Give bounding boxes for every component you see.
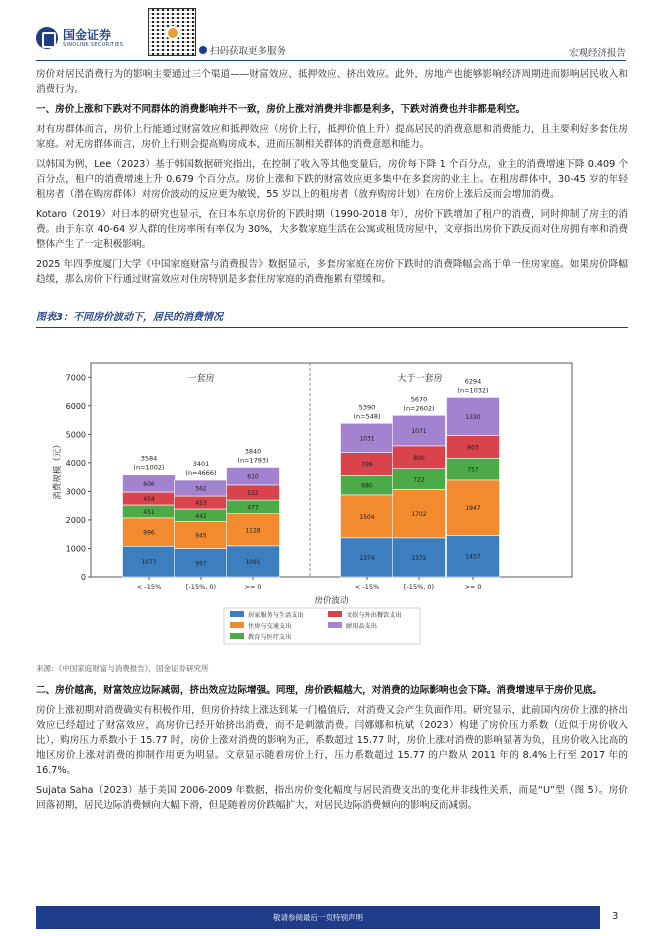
footer-disclaimer[interactable]: 敬请参阅最后一页特别声明 bbox=[273, 913, 363, 922]
paragraph-threshold: 房价上涨初期对消费确实有积极作用，但房价持续上涨达到某一门槛值后，对消费又会产生负面作用。研究显示，此前国内房价上涨的挤出效应已经超过了财富效应，高房价已经开始挤出消费，而不是刺激消费。闫娜娜和杭斌（2023）构建了房价压力系数（近似于房价收入比），购房压力系数小于 15.77 时，房价上涨对消费的影响为正，系数超过 15.77 时，房价上涨对消费的影响显著为负，且房价收入比高的地区房价上涨对消费的抑制作用更为明显。文章显示随着房价上行，压力系数超过 15.77 的户数从 2011 年的 8.4%上行至 2017 年的 16.7%。 bbox=[36, 705, 628, 776]
bar-n-label: (n=548) bbox=[353, 412, 381, 421]
segment-value-label: 610 bbox=[247, 473, 259, 481]
segment-value-label: 800 bbox=[413, 454, 425, 462]
segment-value-label: 562 bbox=[195, 485, 207, 493]
segment-value-label: 606 bbox=[143, 480, 155, 488]
header-divider bbox=[36, 60, 626, 61]
page-footer bbox=[0, 906, 662, 936]
footer-bar bbox=[36, 906, 600, 929]
paragraph-intro: 房价对居民消费行为的影响主要通过三个渠道——财富效应、抵押效应、挤出效应。此外，房地产也能够影响经济周期进而影响居民收入和消费行为。 bbox=[36, 69, 628, 95]
bar-n-label: (n=4666) bbox=[185, 469, 217, 478]
qr-label: 扫码获取更多服务 bbox=[199, 43, 286, 57]
segment-value-label: 997 bbox=[195, 560, 207, 568]
bar-total-label: 3401 bbox=[192, 460, 210, 469]
paragraph-xiamen: 2025 年四季度厦门大学《中国家庭财富与消费报告》数据显示，多套房家庭在房价下跌时的消费降幅会高于单一住房家庭。如果房价降幅趋缓，那么房价下行通过财富效应对住房特别是多套住房家庭的消费拖累有望缓和。 bbox=[36, 259, 628, 285]
legend-label: 住房与交通支出 bbox=[248, 623, 292, 630]
qr-code-icon[interactable] bbox=[148, 8, 196, 56]
bar-total-label: 6294 bbox=[464, 377, 482, 386]
group-title-single: 一套房 bbox=[187, 374, 215, 384]
bar-n-label: (n=1793) bbox=[237, 456, 269, 465]
page-header bbox=[0, 0, 662, 64]
section-heading-2: 二、房价越高，财富效应边际减弱，挤出效应边际增强。同理，房价跌幅越大，对消费的边际影响也会下降。消费增速早于房价见底。 bbox=[36, 685, 603, 696]
segment-value-label: 1372 bbox=[411, 554, 427, 562]
legend-swatch bbox=[230, 633, 244, 639]
segment-value-label: 442 bbox=[195, 512, 207, 520]
stacked-bar-chart bbox=[36, 333, 628, 651]
segment-value-label: 803 bbox=[467, 444, 479, 452]
segment-value-label: 1504 bbox=[359, 513, 375, 521]
x-axis-label: 房价波动 bbox=[314, 596, 349, 606]
segment-value-label: 757 bbox=[467, 466, 479, 474]
bar-total-label: 5670 bbox=[410, 395, 428, 404]
segment-value-label: 1457 bbox=[465, 553, 481, 561]
y-tick-label: 0 bbox=[80, 573, 86, 582]
section-heading-1: 一、房价上涨和下跌对不同群体的消费影响并不一致，房价上涨对消费并非都是利多，下跌对消费也并非都是利空。 bbox=[36, 104, 526, 115]
segment-value-label: 532 bbox=[247, 489, 259, 497]
segment-value-label: 799 bbox=[361, 461, 373, 469]
legend-label: 文娱与外出餐饮支出 bbox=[346, 612, 402, 619]
bar-n-label: (n=1002) bbox=[133, 463, 165, 472]
segment-value-label: 1031 bbox=[359, 435, 375, 443]
y-tick-label: 2000 bbox=[65, 515, 86, 525]
segment-value-label: 451 bbox=[143, 508, 155, 516]
company-logo bbox=[36, 27, 123, 49]
segment-value-label: 453 bbox=[195, 500, 207, 508]
segment-value-label: 722 bbox=[413, 476, 425, 484]
y-axis-label: 消费规模（元） bbox=[53, 440, 63, 500]
paragraph-homeowners: 对有房群体而言，房价上行能通过财富效应和抵押效应（房价上行，抵押价值上升）提高居民的消费意愿和消费能力，且主要利好多套住房家庭。对无房群体而言，房价上行则会提高购房成本，进而压制相关群体的消费意愿和能力。 bbox=[36, 124, 628, 150]
bar-total-label: 3584 bbox=[140, 454, 158, 463]
figure-source: 来源：《中国家庭财富与消费报告》，国金证券研究所 bbox=[36, 664, 209, 673]
legend-swatch bbox=[230, 622, 244, 628]
arrow-icon bbox=[199, 46, 207, 54]
segment-value-label: 1374 bbox=[359, 554, 375, 562]
y-tick-label: 1000 bbox=[65, 544, 86, 554]
x-tick-label: < -15% bbox=[136, 583, 162, 591]
x-tick-label: < -15% bbox=[354, 583, 380, 591]
body-bottom bbox=[36, 683, 628, 818]
legend-label: 教育与医疗支出 bbox=[248, 634, 292, 641]
figure-title: 图表3：不同房价波动下，居民的消费情况 bbox=[36, 308, 628, 328]
segment-value-label: 454 bbox=[143, 496, 155, 504]
bar-n-label: (n=1032) bbox=[457, 386, 489, 395]
y-tick-label: 5000 bbox=[65, 430, 86, 440]
chart-svg bbox=[36, 333, 628, 651]
x-tick-label: [-15%, 0) bbox=[185, 583, 217, 591]
segment-value-label: 477 bbox=[247, 504, 259, 512]
x-tick-label: >= 0 bbox=[244, 583, 262, 591]
legend-swatch bbox=[328, 611, 342, 617]
group-title-multi: 大于一套房 bbox=[397, 374, 443, 384]
segment-value-label: 1702 bbox=[411, 511, 427, 519]
paragraph-usa: Sujata Saha（2023）基于美国 2006-2009 年数据，指出房价变化幅度与居民消费支出的变化并非线性关系，而是“U”型（图 5）。房价回落初期，居民边际消费倾向大幅下滑，但是随着房价跌幅扩大，对居民边际消费倾向的影响反而减弱。 bbox=[36, 785, 628, 811]
segment-value-label: 1091 bbox=[245, 558, 261, 566]
logo-name-cn: 国金证券 bbox=[63, 27, 112, 42]
y-tick-label: 7000 bbox=[65, 373, 86, 383]
segment-value-label: 1077 bbox=[141, 559, 157, 567]
legend-label: 居家服务与生活支出 bbox=[248, 612, 304, 619]
paragraph-japan: Kotaro（2019）对日本的研究也显示，在日本东京房价的下跌时期（1990-2018 年），房价下跌增加了租户的消费，同时抑制了房主的消费。由于东京 40-64 岁人群的住房率所有率仅为 30%，大多数家庭生活在公寓或租赁房屋中，文章指出房价下跌反而对住房拥有率和消费整体产生了一定积极影响。 bbox=[36, 209, 628, 250]
x-tick-label: [-15%, 0) bbox=[403, 583, 435, 591]
body-top bbox=[36, 67, 628, 292]
bar-total-label: 3840 bbox=[244, 447, 262, 456]
y-tick-label: 3000 bbox=[65, 487, 86, 497]
legend-swatch bbox=[328, 622, 342, 628]
bar-n-label: (n=2602) bbox=[403, 404, 435, 413]
segment-value-label: 1947 bbox=[465, 505, 481, 513]
segment-value-label: 1071 bbox=[411, 428, 427, 436]
bar-total-label: 5390 bbox=[358, 403, 376, 412]
segment-value-label: 945 bbox=[195, 532, 207, 540]
legend-label: 耐用品支出 bbox=[346, 623, 377, 630]
y-tick-label: 4000 bbox=[65, 458, 86, 468]
logo-name-en: SINOLINK SECURITIES bbox=[63, 41, 124, 48]
segment-value-label: 1330 bbox=[465, 413, 481, 421]
legend-swatch bbox=[230, 611, 244, 617]
qr-center-logo bbox=[166, 26, 180, 40]
segment-value-label: 996 bbox=[143, 529, 155, 537]
logo-icon bbox=[36, 27, 58, 49]
page-number: 3 bbox=[612, 911, 619, 922]
paragraph-korea: 以韩国为例，Lee（2023）基于韩国数据研究指出，在控制了收入等其他变量后，房价每下降 1 个百分点，业主的消费增速下降 0.409 个百分点，租户的消费增速上升 0.679 个百分点。房价上涨和下跌的财富效应更多集中在多套房的业主上。在租房群体中，30-45 岁的年轻租房者（潜在购房群体）对房价波动的反应更为敏锐，55 岁以上的租房者（放弃购房计划）在房价上涨后反而会增加消费。 bbox=[36, 159, 628, 200]
document-type: 宏观经济报告 bbox=[568, 48, 626, 59]
segment-value-label: 680 bbox=[361, 482, 373, 490]
y-tick-label: 6000 bbox=[65, 401, 86, 411]
x-tick-label: >= 0 bbox=[464, 583, 482, 591]
segment-value-label: 1128 bbox=[245, 527, 261, 535]
